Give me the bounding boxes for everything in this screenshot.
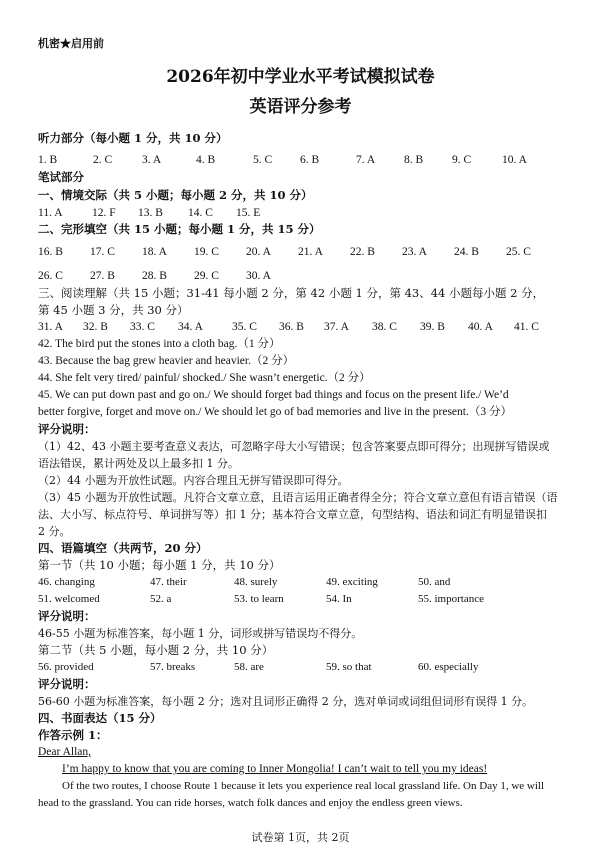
answer-item: 14. C bbox=[188, 207, 213, 219]
listening-heading: 听力部分（每小题 1 分，共 10 分） bbox=[38, 131, 228, 145]
answer-item: 4. B bbox=[196, 154, 216, 166]
scoring-note3-line3: 2 分。 bbox=[38, 525, 71, 538]
page-footer: 试卷第 1页，共 2页 bbox=[251, 831, 350, 844]
scoring-note1-line1: （1）42、43 小题主要考查意义表达，可忽略字母大小写错误；包含答案要点即可得分；出现拼写错误或 bbox=[38, 440, 550, 453]
answer-item: 48. surely bbox=[234, 576, 278, 588]
answer-item: 58. are bbox=[234, 661, 264, 673]
answer-item: 33. C bbox=[130, 321, 155, 333]
answer-item: 28. B bbox=[142, 270, 167, 282]
answer-item: 10. A bbox=[502, 154, 527, 166]
written-heading: 笔试部分 bbox=[38, 170, 84, 184]
section3-heading-line2: 第 45 小题 3 分，共 30 分） bbox=[38, 303, 189, 317]
answer-item: 50. and bbox=[418, 576, 451, 588]
answer-item: 1. B bbox=[38, 154, 58, 166]
answer-q45-line1: 45. We can put down past and go on./ We should forget bad things and focus on the present life./ We’d bbox=[38, 389, 509, 401]
scoring-note3-line1: （3）45 小题为开放性试题。凡符合文章立意，且语言运用正确者得全分；符合文章立意但有语言错误（语 bbox=[38, 491, 558, 504]
answer-item: 16. B bbox=[38, 246, 63, 258]
answer-item: 7. A bbox=[356, 154, 376, 166]
answer-item: 52. a bbox=[150, 593, 172, 605]
answer-item: 27. B bbox=[90, 270, 115, 282]
answer-item: 19. C bbox=[194, 246, 219, 258]
section3-heading-line1: 三、阅读理解（共 15 小题；31-41 每小题 2 分，第 42 小题 1 分，第 43、44 小题每小题 2 分， bbox=[38, 286, 545, 300]
answer-item: 40. A bbox=[468, 321, 493, 333]
answer-item: 39. B bbox=[420, 321, 445, 333]
answer-item: 51. welcomed bbox=[38, 593, 100, 605]
scoring1-text: 46-55 小题为标准答案，每小题 1 分，词形或拼写错误均不得分。 bbox=[38, 627, 363, 640]
answer-item: 36. B bbox=[279, 321, 304, 333]
answer-item: 17. C bbox=[90, 246, 115, 258]
section2-heading: 二、完形填空（共 15 小题；每小题 1 分，共 15 分） bbox=[38, 222, 321, 236]
answer-item: 46. changing bbox=[38, 576, 95, 588]
answer-item: 8. B bbox=[404, 154, 424, 166]
exam-title: 2026年初中学业水平考试模拟试卷 bbox=[166, 67, 435, 87]
answer-item: 21. A bbox=[298, 246, 323, 258]
section4-part2-heading: 第二节（共 5 小题，每小题 2 分，共 10 分） bbox=[38, 643, 274, 657]
answer-q44: 44. She felt very tired/ painful/ shocked./ She wasn’t energetic.（2 分） bbox=[38, 372, 371, 384]
answer-item: 29. C bbox=[194, 270, 219, 282]
scoring-note1-line2: 语法错误，累计两处及以上最多扣 1 分。 bbox=[38, 457, 239, 470]
section4-part1-heading: 第一节（共 10 小题；每小题 1 分，共 10 分） bbox=[38, 558, 281, 572]
scoring2-text: 56-60 小题为标准答案，每小题 2 分；选对且词形正确得 2 分，选对单词或词组但词形有误得 1 分。 bbox=[38, 695, 534, 708]
answer-item: 47. their bbox=[150, 576, 187, 588]
answer-item: 32. B bbox=[83, 321, 108, 333]
answer-item: 53. to learn bbox=[234, 593, 284, 605]
answer-item: 11. A bbox=[38, 207, 63, 219]
scoring-note3-line2: 法、大小写、标点符号、单词拼写等）扣 1 分；基本符合文章立意，句型结构、语法和词汇有明显错误扣 bbox=[38, 508, 547, 521]
answer-item: 55. importance bbox=[418, 593, 484, 605]
answer-item: 20. A bbox=[246, 246, 271, 258]
section4-heading: 四、语篇填空（共两节，20 分） bbox=[38, 541, 208, 555]
letter-line1: I’m happy to know that you are coming to Inner Mongolia! I can’t wait to tell you my ideas! bbox=[62, 763, 488, 775]
answer-item: 15. E bbox=[236, 207, 261, 219]
letter-line3: head to the grassland. You can ride horses, watch folk dances and enjoy the endless green views. bbox=[38, 797, 463, 809]
answer-item: 37. A bbox=[324, 321, 349, 333]
scoring2-heading: 评分说明： bbox=[38, 677, 96, 691]
letter-greeting: Dear Allan, bbox=[38, 746, 92, 758]
answer-item: 38. C bbox=[372, 321, 397, 333]
exam-subtitle: 英语评分参考 bbox=[249, 97, 352, 117]
answer-item: 13. B bbox=[138, 207, 163, 219]
answer-item: 12. F bbox=[92, 207, 116, 219]
answer-q43: 43. Because the bag grew heavier and heavier.（2 分） bbox=[38, 355, 295, 367]
answer-item: 18. A bbox=[142, 246, 167, 258]
answer-item: 35. C bbox=[232, 321, 257, 333]
answer-item: 54. In bbox=[326, 593, 352, 605]
answer-item: 24. B bbox=[454, 246, 479, 258]
sample-heading: 作答示例 1： bbox=[38, 728, 108, 742]
answer-q45-line2: better forgive, forget and move on./ We should let go of bad memories and live in the present.（3 分） bbox=[38, 406, 512, 418]
answer-item: 25. C bbox=[506, 246, 531, 258]
answer-item: 22. B bbox=[350, 246, 375, 258]
answer-item: 6. B bbox=[300, 154, 320, 166]
answer-item: 30. A bbox=[246, 270, 271, 282]
answer-item: 31. A bbox=[38, 321, 63, 333]
confidential-label: 机密★启用前 bbox=[38, 37, 104, 50]
answer-item: 57. breaks bbox=[150, 661, 196, 673]
letter-line2: Of the two routes, I choose Route 1 because it lets you experience real local grassland life. On Day 1, we will bbox=[62, 780, 545, 792]
answer-item: 2. C bbox=[93, 154, 113, 166]
answer-item: 41. C bbox=[514, 321, 539, 333]
scoring1-heading: 评分说明： bbox=[38, 609, 96, 623]
answer-item: 9. C bbox=[452, 154, 472, 166]
answer-item: 5. C bbox=[253, 154, 273, 166]
answer-item: 34. A bbox=[178, 321, 203, 333]
answer-item: 26. C bbox=[38, 270, 63, 282]
answer-item: 23. A bbox=[402, 246, 427, 258]
answer-item: 59. so that bbox=[326, 661, 372, 673]
answer-item: 56. provided bbox=[38, 661, 94, 673]
scoring-note2: （2）44 小题为开放性试题。内容合理且无拼写错误即可得分。 bbox=[38, 474, 349, 487]
section1-heading: 一、情境交际（共 5 小题；每小题 2 分，共 10 分） bbox=[38, 188, 313, 202]
answer-q42: 42. The bird put the stones into a cloth bag.（1 分） bbox=[38, 338, 281, 350]
answer-item: 3. A bbox=[142, 154, 162, 166]
section5-heading: 四、书面表达（15 分） bbox=[38, 711, 162, 725]
scoring-heading: 评分说明： bbox=[38, 422, 96, 436]
answer-item: 60. especially bbox=[418, 661, 479, 673]
answer-item: 49. exciting bbox=[326, 576, 378, 588]
